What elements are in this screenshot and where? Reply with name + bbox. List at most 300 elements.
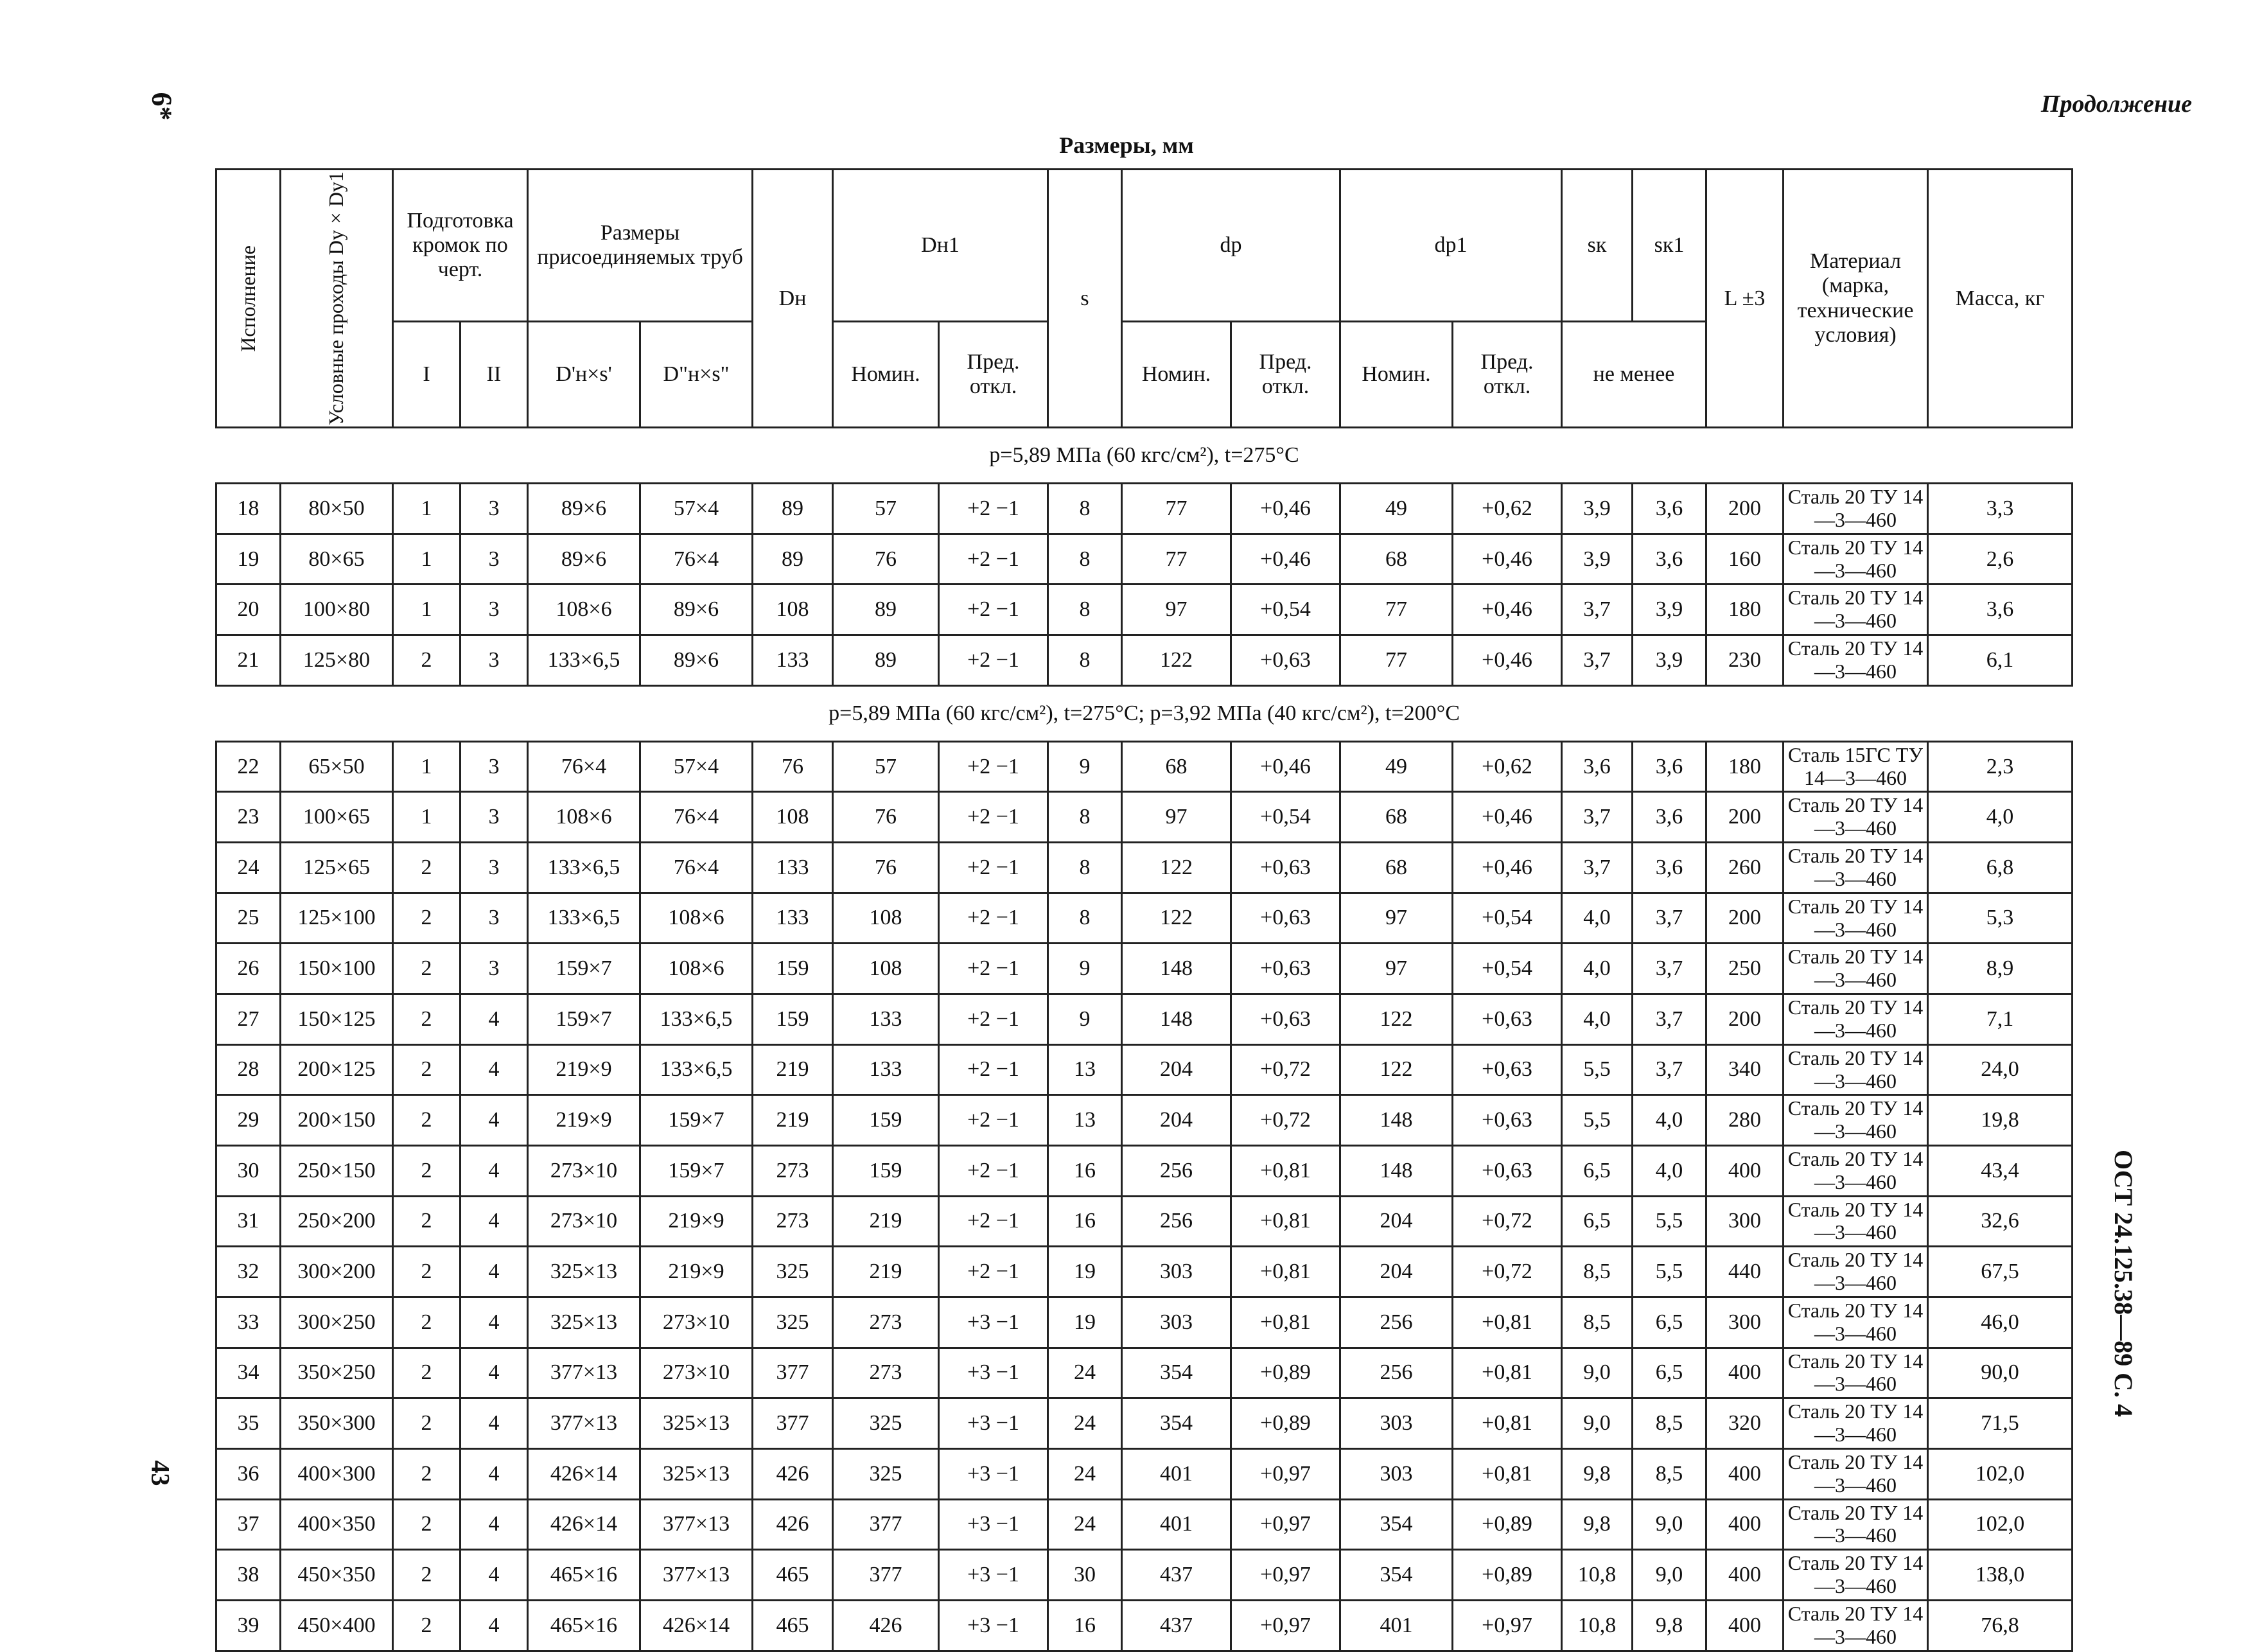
cell-m: 76,8	[1928, 1600, 2073, 1651]
page-number: 43	[146, 1460, 175, 1486]
cell-dn: 377	[753, 1398, 833, 1449]
cell-dy: 300×250	[281, 1297, 393, 1348]
cell-dp_pred: +0,63	[1231, 893, 1340, 944]
cell-m: 138,0	[1928, 1550, 2073, 1601]
cell-isp: 19	[216, 534, 281, 584]
cell-s: 9	[1048, 944, 1122, 994]
cell-dp1_pred: +0,81	[1453, 1398, 1562, 1449]
cell-dn1_pred: +3 −1	[939, 1499, 1048, 1550]
table-row	[216, 1550, 2073, 1601]
cell-d1: 273×10	[528, 1145, 640, 1196]
cell-L: 440	[1706, 1247, 1784, 1297]
cell-sk1: 3,9	[1633, 635, 1706, 686]
cell-d2: 377×13	[640, 1550, 753, 1601]
cell-pI: 1	[393, 584, 460, 635]
cell-L: 400	[1706, 1348, 1784, 1398]
cell-dp_pred: +0,63	[1231, 944, 1340, 994]
col-s: s	[1048, 170, 1122, 428]
cell-sk1: 3,7	[1633, 1044, 1706, 1095]
cell-dn1_pred: +2 −1	[939, 792, 1048, 843]
cell-pII: 4	[460, 1600, 528, 1651]
cell-dp1: 354	[1340, 1550, 1453, 1601]
table-row	[216, 1297, 2073, 1348]
cell-dy: 250×200	[281, 1196, 393, 1247]
cell-sk: 3,7	[1562, 584, 1633, 635]
cell-m: 19,8	[1928, 1095, 2073, 1146]
cell-dp_pred: +0,89	[1231, 1348, 1340, 1398]
cell-dp1: 148	[1340, 1145, 1453, 1196]
cell-pII: 4	[460, 1145, 528, 1196]
cell-dn1_pred: +2 −1	[939, 534, 1048, 584]
cell-dy: 350×250	[281, 1348, 393, 1398]
cell-s: 13	[1048, 1044, 1122, 1095]
cell-isp: 31	[216, 1196, 281, 1247]
cell-dn1: 159	[833, 1095, 939, 1146]
cell-m: 5,3	[1928, 893, 2073, 944]
col-massa: Масса, кг	[1928, 170, 2073, 428]
standard-code: ОСТ 24.125.38—89 С. 4	[2109, 1150, 2138, 1418]
cell-d2: 89×6	[640, 584, 753, 635]
cell-s: 24	[1048, 1448, 1122, 1499]
cell-s: 19	[1048, 1247, 1122, 1297]
cell-mat: Сталь 20 ТУ 14—3—460	[1784, 1348, 1928, 1398]
cell-dp_pred: +0,63	[1231, 635, 1340, 686]
cell-m: 67,5	[1928, 1247, 2073, 1297]
cell-dp: 148	[1122, 994, 1231, 1045]
cell-isp: 21	[216, 635, 281, 686]
cell-dn: 108	[753, 792, 833, 843]
cell-dy: 400×350	[281, 1499, 393, 1550]
col-dp-pred: Пред. откл.	[1231, 321, 1340, 427]
cell-dp_pred: +0,97	[1231, 1499, 1340, 1550]
cell-isp: 20	[216, 584, 281, 635]
cell-dy: 125×80	[281, 635, 393, 686]
cell-dp_pred: +0,81	[1231, 1145, 1340, 1196]
cell-s: 8	[1048, 893, 1122, 944]
cell-dy: 80×65	[281, 534, 393, 584]
cell-dp: 401	[1122, 1448, 1231, 1499]
cell-dp: 204	[1122, 1044, 1231, 1095]
col-dp1-nomin: Номин.	[1340, 321, 1453, 427]
cell-isp: 30	[216, 1145, 281, 1196]
cell-isp: 29	[216, 1095, 281, 1146]
cell-dy: 200×125	[281, 1044, 393, 1095]
cell-s: 30	[1048, 1550, 1122, 1601]
cell-isp: 34	[216, 1348, 281, 1398]
table-row	[216, 1499, 2073, 1550]
cell-dp: 256	[1122, 1145, 1231, 1196]
cell-dp1: 122	[1340, 994, 1453, 1045]
continuation-label: Продолжение	[2040, 91, 2192, 118]
cell-pI: 1	[393, 484, 460, 534]
col-L: L ±3	[1706, 170, 1784, 428]
cell-dp_pred: +0,81	[1231, 1297, 1340, 1348]
cell-dp1_pred: +0,54	[1453, 893, 1562, 944]
cell-pII: 4	[460, 1499, 528, 1550]
cell-dn1_pred: +2 −1	[939, 1196, 1048, 1247]
cell-dn: 133	[753, 635, 833, 686]
cell-mat: Сталь 20 ТУ 14—3—460	[1784, 994, 1928, 1045]
cell-pII: 3	[460, 534, 528, 584]
cell-d2: 76×4	[640, 534, 753, 584]
cell-mat: Сталь 20 ТУ 14—3—460	[1784, 1095, 1928, 1146]
cell-L: 300	[1706, 1196, 1784, 1247]
cell-m: 3,6	[1928, 584, 2073, 635]
cell-L: 200	[1706, 994, 1784, 1045]
cell-d1: 76×4	[528, 741, 640, 792]
cell-dp_pred: +0,63	[1231, 843, 1340, 893]
cell-dp: 148	[1122, 944, 1231, 994]
cell-L: 200	[1706, 792, 1784, 843]
cell-dp1_pred: +0,63	[1453, 1095, 1562, 1146]
cell-dp1_pred: +0,46	[1453, 843, 1562, 893]
cell-dp1: 303	[1340, 1398, 1453, 1449]
cell-dp1: 256	[1340, 1297, 1453, 1348]
cell-dn1: 325	[833, 1448, 939, 1499]
col-dp1: dр1	[1340, 170, 1562, 322]
cell-pI: 2	[393, 1297, 460, 1348]
cell-dn1: 76	[833, 534, 939, 584]
cell-L: 400	[1706, 1600, 1784, 1651]
cell-d1: 159×7	[528, 994, 640, 1045]
cell-L: 180	[1706, 741, 1784, 792]
cell-dy: 125×100	[281, 893, 393, 944]
cell-dy: 125×65	[281, 843, 393, 893]
cell-pII: 3	[460, 484, 528, 534]
cell-d1: 219×9	[528, 1095, 640, 1146]
cell-dp1_pred: +0,89	[1453, 1550, 1562, 1601]
cell-d2: 133×6,5	[640, 994, 753, 1045]
col-sk: sк	[1562, 170, 1633, 322]
cell-dp1: 303	[1340, 1448, 1453, 1499]
cell-m: 43,4	[1928, 1145, 2073, 1196]
cell-dn1_pred: +2 −1	[939, 484, 1048, 534]
table-row	[216, 1196, 2073, 1247]
cell-dy: 300×200	[281, 1247, 393, 1297]
cell-mat: Сталь 20 ТУ 14—3—460	[1784, 584, 1928, 635]
cell-dn: 219	[753, 1095, 833, 1146]
cell-dp_pred: +0,54	[1231, 792, 1340, 843]
col-dp1-pred: Пред. откл.	[1453, 321, 1562, 427]
cell-m: 8,9	[1928, 944, 2073, 994]
cell-sk: 9,8	[1562, 1499, 1633, 1550]
cell-mat: Сталь 20 ТУ 14—3—460	[1784, 534, 1928, 584]
cell-m: 3,3	[1928, 484, 2073, 534]
cell-dn1: 273	[833, 1297, 939, 1348]
cell-isp: 22	[216, 741, 281, 792]
cell-sk1: 3,7	[1633, 944, 1706, 994]
cell-pI: 1	[393, 792, 460, 843]
cell-dn1: 133	[833, 994, 939, 1045]
cell-sk: 8,5	[1562, 1297, 1633, 1348]
cell-sk: 3,7	[1562, 792, 1633, 843]
cell-pII: 4	[460, 1348, 528, 1398]
cell-s: 16	[1048, 1600, 1122, 1651]
cell-dy: 100×80	[281, 584, 393, 635]
col-razm-1: D'н×s'	[528, 321, 640, 427]
cell-isp: 38	[216, 1550, 281, 1601]
cell-d2: 273×10	[640, 1297, 753, 1348]
cell-dn1: 219	[833, 1196, 939, 1247]
cell-d2: 76×4	[640, 843, 753, 893]
cell-d1: 133×6,5	[528, 635, 640, 686]
cell-dp: 204	[1122, 1095, 1231, 1146]
cell-dp1_pred: +0,81	[1453, 1297, 1562, 1348]
cell-dn1: 108	[833, 893, 939, 944]
cell-dp: 122	[1122, 843, 1231, 893]
cell-dp_pred: +0,97	[1231, 1448, 1340, 1499]
cell-s: 13	[1048, 1095, 1122, 1146]
cell-sk: 3,7	[1562, 843, 1633, 893]
cell-dn: 377	[753, 1348, 833, 1398]
cell-dy: 150×100	[281, 944, 393, 994]
cell-dp_pred: +0,81	[1231, 1196, 1340, 1247]
col-razm-2: D"н×s"	[640, 321, 753, 427]
cell-dp1: 49	[1340, 484, 1453, 534]
cell-L: 200	[1706, 484, 1784, 534]
cell-sk: 5,5	[1562, 1095, 1633, 1146]
cell-dp_pred: +0,72	[1231, 1044, 1340, 1095]
cell-d2: 133×6,5	[640, 1044, 753, 1095]
col-dn: Dн	[753, 170, 833, 428]
cell-dp1_pred: +0,81	[1453, 1448, 1562, 1499]
col-dn1: Dн1	[833, 170, 1048, 322]
cell-dy: 200×150	[281, 1095, 393, 1146]
cell-d2: 159×7	[640, 1145, 753, 1196]
cell-pII: 4	[460, 994, 528, 1045]
cell-d2: 108×6	[640, 893, 753, 944]
cell-dn1: 426	[833, 1600, 939, 1651]
cell-dn1_pred: +3 −1	[939, 1550, 1048, 1601]
cell-dp: 97	[1122, 584, 1231, 635]
cell-isp: 36	[216, 1448, 281, 1499]
cell-s: 24	[1048, 1348, 1122, 1398]
cell-pI: 2	[393, 1196, 460, 1247]
cell-d1: 108×6	[528, 584, 640, 635]
cell-isp: 33	[216, 1297, 281, 1348]
cell-dn1: 108	[833, 944, 939, 994]
section-header	[216, 685, 2073, 741]
cell-d1: 108×6	[528, 792, 640, 843]
cell-s: 9	[1048, 994, 1122, 1045]
cell-L: 320	[1706, 1398, 1784, 1449]
cell-pII: 3	[460, 741, 528, 792]
cell-dn: 426	[753, 1448, 833, 1499]
cell-mat: Сталь 20 ТУ 14—3—460	[1784, 944, 1928, 994]
cell-pI: 2	[393, 1095, 460, 1146]
cell-m: 102,0	[1928, 1448, 2073, 1499]
cell-dp1: 401	[1340, 1600, 1453, 1651]
cell-dn1: 133	[833, 1044, 939, 1095]
cell-pI: 2	[393, 944, 460, 994]
cell-pII: 4	[460, 1247, 528, 1297]
cell-dp: 68	[1122, 741, 1231, 792]
cell-pII: 3	[460, 635, 528, 686]
cell-mat: Сталь 20 ТУ 14—3—460	[1784, 635, 1928, 686]
cell-d2: 76×4	[640, 792, 753, 843]
cell-m: 2,6	[1928, 534, 2073, 584]
cell-pI: 2	[393, 843, 460, 893]
cell-L: 200	[1706, 893, 1784, 944]
cell-isp: 37	[216, 1499, 281, 1550]
cell-L: 180	[1706, 584, 1784, 635]
cell-L: 250	[1706, 944, 1784, 994]
cell-sk: 6,5	[1562, 1145, 1633, 1196]
cell-dp: 303	[1122, 1247, 1231, 1297]
cell-dn: 426	[753, 1499, 833, 1550]
cell-dp: 437	[1122, 1600, 1231, 1651]
cell-sk: 3,7	[1562, 635, 1633, 686]
cell-dn1_pred: +2 −1	[939, 1095, 1048, 1146]
cell-dp1: 122	[1340, 1044, 1453, 1095]
cell-dy: 150×125	[281, 994, 393, 1045]
table-row	[216, 1095, 2073, 1146]
cell-m: 32,6	[1928, 1196, 2073, 1247]
cell-pII: 3	[460, 843, 528, 893]
cell-dy: 100×65	[281, 792, 393, 843]
cell-sk1: 9,8	[1633, 1600, 1706, 1651]
cell-sk1: 5,5	[1633, 1247, 1706, 1297]
cell-dp1_pred: +0,63	[1453, 1044, 1562, 1095]
cell-dp1_pred: +0,72	[1453, 1247, 1562, 1297]
cell-dp1: 354	[1340, 1499, 1453, 1550]
cell-dp1_pred: +0,46	[1453, 534, 1562, 584]
cell-dp: 401	[1122, 1499, 1231, 1550]
cell-mat: Сталь 20 ТУ 14—3—460	[1784, 1448, 1928, 1499]
cell-mat: Сталь 20 ТУ 14—3—460	[1784, 1499, 1928, 1550]
cell-pII: 3	[460, 893, 528, 944]
cell-dy: 80×50	[281, 484, 393, 534]
cell-dp_pred: +0,97	[1231, 1550, 1340, 1601]
cell-pI: 2	[393, 1398, 460, 1449]
cell-mat: Сталь 20 ТУ 14—3—460	[1784, 484, 1928, 534]
table-row	[216, 741, 2073, 792]
section-header	[216, 428, 2073, 484]
cell-dn1_pred: +3 −1	[939, 1297, 1048, 1348]
cell-pI: 2	[393, 893, 460, 944]
cell-dn: 89	[753, 534, 833, 584]
cell-dn1_pred: +2 −1	[939, 893, 1048, 944]
cell-dp: 303	[1122, 1297, 1231, 1348]
cell-d1: 219×9	[528, 1044, 640, 1095]
cell-pI: 2	[393, 635, 460, 686]
cell-pII: 3	[460, 944, 528, 994]
dimensions-table	[215, 168, 2073, 1652]
cell-s: 24	[1048, 1398, 1122, 1449]
table-row	[216, 1600, 2073, 1651]
cell-sk1: 3,7	[1633, 893, 1706, 944]
cell-isp: 28	[216, 1044, 281, 1095]
cell-sk1: 8,5	[1633, 1398, 1706, 1449]
cell-dp_pred: +0,81	[1231, 1247, 1340, 1297]
cell-pI: 2	[393, 994, 460, 1045]
cell-dp_pred: +0,97	[1231, 1600, 1340, 1651]
cell-dn1_pred: +3 −1	[939, 1600, 1048, 1651]
cell-sk: 4,0	[1562, 944, 1633, 994]
table-row	[216, 994, 2073, 1045]
cell-d1: 465×16	[528, 1600, 640, 1651]
cell-dn: 89	[753, 484, 833, 534]
table-row	[216, 792, 2073, 843]
cell-d1: 159×7	[528, 944, 640, 994]
cell-d2: 426×14	[640, 1600, 753, 1651]
cell-dp1: 97	[1340, 893, 1453, 944]
cell-dp1: 97	[1340, 944, 1453, 994]
col-podg-II: II	[460, 321, 528, 427]
cell-dn1_pred: +2 −1	[939, 584, 1048, 635]
cell-sk: 4,0	[1562, 994, 1633, 1045]
cell-dp: 354	[1122, 1348, 1231, 1398]
cell-sk1: 4,0	[1633, 1095, 1706, 1146]
cell-dn: 465	[753, 1550, 833, 1601]
cell-d2: 325×13	[640, 1398, 753, 1449]
cell-mat: Сталь 20 ТУ 14—3—460	[1784, 893, 1928, 944]
cell-d2: 57×4	[640, 484, 753, 534]
cell-dp: 122	[1122, 635, 1231, 686]
cell-d2: 89×6	[640, 635, 753, 686]
col-ispolnenie: Исполнение	[216, 170, 281, 428]
col-sk1: sк1	[1633, 170, 1706, 322]
cell-m: 71,5	[1928, 1398, 2073, 1449]
cell-isp: 25	[216, 893, 281, 944]
cell-dy: 400×300	[281, 1448, 393, 1499]
cell-s: 16	[1048, 1145, 1122, 1196]
cell-L: 340	[1706, 1044, 1784, 1095]
cell-d2: 159×7	[640, 1095, 753, 1146]
cell-sk: 8,5	[1562, 1247, 1633, 1297]
cell-s: 8	[1048, 584, 1122, 635]
cell-sk1: 3,6	[1633, 741, 1706, 792]
col-dn1-pred: Пред. откл.	[939, 321, 1048, 427]
cell-isp: 24	[216, 843, 281, 893]
cell-mat: Сталь 20 ТУ 14—3—460	[1784, 1600, 1928, 1651]
cell-sk1: 3,6	[1633, 843, 1706, 893]
cell-dy: 350×300	[281, 1398, 393, 1449]
cell-d1: 133×6,5	[528, 843, 640, 893]
cell-pI: 2	[393, 1448, 460, 1499]
col-uslovnye: Условные проходы Dy×Dy1	[281, 170, 393, 428]
cell-pII: 3	[460, 584, 528, 635]
cell-s: 8	[1048, 534, 1122, 584]
cell-dp1_pred: +0,72	[1453, 1196, 1562, 1247]
cell-s: 24	[1048, 1499, 1122, 1550]
cell-dp1_pred: +0,54	[1453, 944, 1562, 994]
cell-isp: 23	[216, 792, 281, 843]
col-dp: dр	[1122, 170, 1340, 322]
cell-dn1_pred: +2 −1	[939, 1145, 1048, 1196]
cell-dn1: 273	[833, 1348, 939, 1398]
cell-dp1: 68	[1340, 534, 1453, 584]
cell-sk: 9,0	[1562, 1348, 1633, 1398]
cell-mat: Сталь 20 ТУ 14—3—460	[1784, 1044, 1928, 1095]
cell-sk1: 4,0	[1633, 1145, 1706, 1196]
cell-m: 102,0	[1928, 1499, 2073, 1550]
cell-sk: 5,5	[1562, 1044, 1633, 1095]
cell-d1: 89×6	[528, 484, 640, 534]
cell-m: 4,0	[1928, 792, 2073, 843]
cell-dn1_pred: +3 −1	[939, 1448, 1048, 1499]
cell-d1: 377×13	[528, 1348, 640, 1398]
cell-sk1: 3,6	[1633, 484, 1706, 534]
cell-dp1_pred: +0,46	[1453, 792, 1562, 843]
cell-L: 400	[1706, 1550, 1784, 1601]
cell-dn1_pred: +2 −1	[939, 994, 1048, 1045]
cell-L: 300	[1706, 1297, 1784, 1348]
table-row	[216, 1247, 2073, 1297]
cell-mat: Сталь 20 ТУ 14—3—460	[1784, 1196, 1928, 1247]
cell-s: 8	[1048, 635, 1122, 686]
cell-dp1: 77	[1340, 584, 1453, 635]
